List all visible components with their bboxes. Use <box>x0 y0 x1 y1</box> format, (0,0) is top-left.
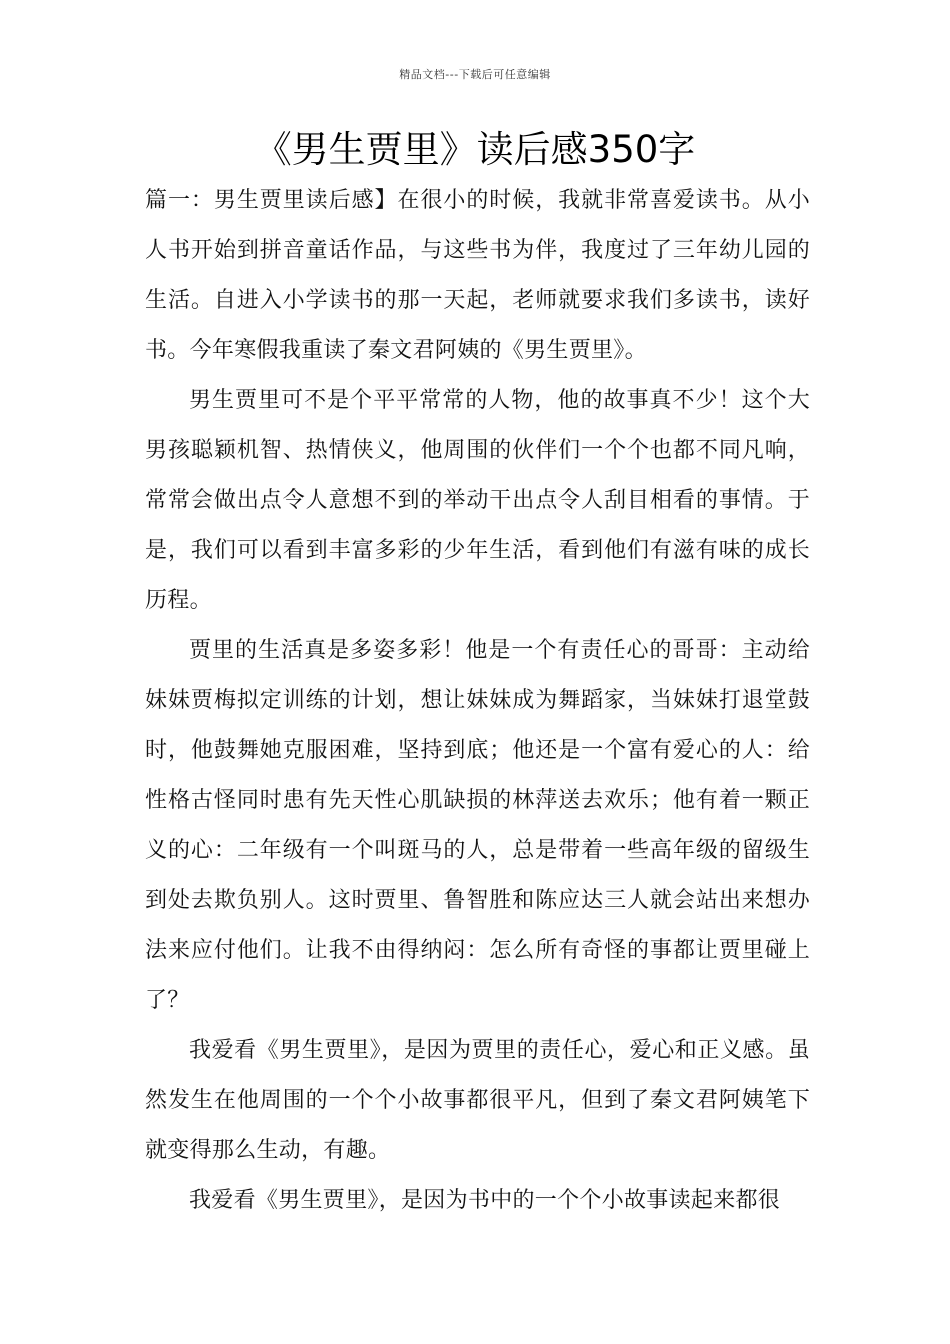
document-body <box>145 176 810 1226</box>
document-title: 《男生贾里》读后感350字 <box>254 128 696 171</box>
paragraph-character: 男生贾里可不是个平平常常的人物，他的故事真不少！这个大男孩聪颖机智、热情侠义，他周围的伙伴们一个个也都不同凡响，常常会做出点令人意想不到的举动干出点令人刮目相看的事情。于是，我们可以看到丰富多彩的少年生活，看到他们有滋有味的成长历程。 <box>145 388 810 613</box>
paragraph-life: 贾里的生活真是多姿多彩！他是一个有责任心的哥哥：主动给妹妹贾梅拟定训练的计划，想让妹妹成为舞蹈家，当妹妹打退堂鼓时，他鼓舞她克服困难，坚持到底；他还是一个富有爱心的人：给性格古怪同时患有先天性心肌缺损的林萍送去欢乐；他有着一颗正义的心：二年级有一个叫斑马的人，总是带着一些高年级的留级生到处去欺负别人。这时贾里、鲁智胜和陈应达三人就会站出来想办法来应付他们。让我不由得纳闷：怎么所有奇怪的事都让贾里碰上了？ <box>145 638 810 1013</box>
page-header-note: 精品文档---下载后可任意编辑 <box>399 68 551 81</box>
paragraph-reason-one: 我爱看《男生贾里》，是因为贾里的责任心，爱心和正义感。虽然发生在他周围的一个个小故事都很平凡，但到了秦文君阿姨笔下就变得那么生动，有趣。 <box>145 1038 810 1163</box>
paragraph-intro: 篇一：男生贾里读后感】在很小的时候，我就非常喜爱读书。从小人书开始到拼音童话作品，与这些书为伴，我度过了三年幼儿园的生活。自进入小学读书的那一天起，老师就要求我们多读书，读好书。今年寒假我重读了秦文君阿姨的《男生贾里》。 <box>145 188 810 363</box>
paragraph-reason-two: 我爱看《男生贾里》，是因为书中的一个个小故事读起来都很 <box>189 1188 781 1213</box>
